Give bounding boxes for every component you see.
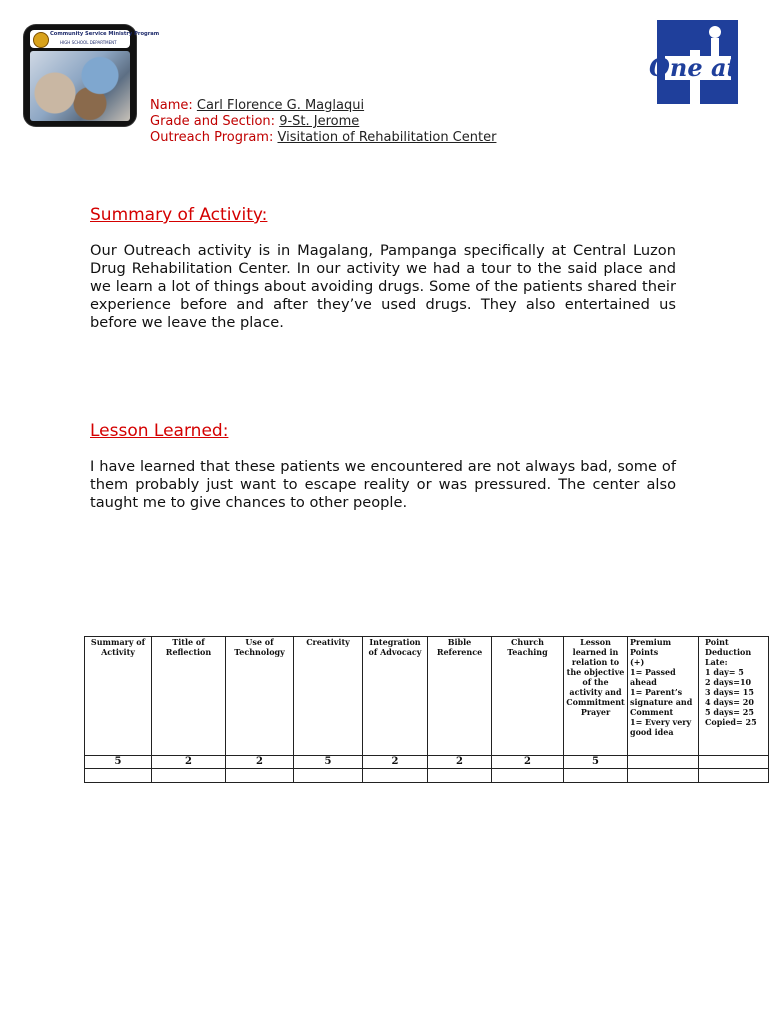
- lesson-heading: Lesson Learned:: [90, 421, 229, 441]
- rubric-header-cell: Bible Reference: [428, 637, 492, 756]
- rubric-score-cell: 2: [226, 756, 294, 769]
- logo-banner: [30, 30, 160, 48]
- rubric-score-cell: 2: [152, 756, 226, 769]
- community-service-logo: [24, 25, 160, 126]
- rubric-blank-cell: [152, 769, 226, 783]
- rubric-score-row: [85, 756, 769, 769]
- rubric-score-cell: 5: [564, 756, 628, 769]
- name-line: [150, 98, 364, 114]
- rubric-blank-cell: [363, 769, 428, 783]
- name-value: Carl Florence G. Maglaqui: [196, 98, 365, 113]
- rubric-score-cell: 2: [492, 756, 564, 769]
- name-label: Name:: [150, 98, 193, 113]
- rubric-header-cell: Integration of Advocacy: [363, 637, 428, 756]
- summary-heading: Summary of Activity:: [90, 205, 268, 225]
- rubric-score-cell: 5: [294, 756, 363, 769]
- rubric-header-cell: Church Teaching: [492, 637, 564, 756]
- rubric-blank-cell: [492, 769, 564, 783]
- rubric-blank-cell: [699, 769, 769, 783]
- rubric-header-cell: Lesson learned in relation to the objective of the activity and Commitment Prayer: [564, 637, 628, 756]
- rubric-header-cell: Title of Reflection: [152, 637, 226, 756]
- rubric-score-cell: [628, 756, 699, 769]
- one-at-logo-text: One at: [649, 53, 738, 82]
- rubric-blank-cell: [226, 769, 294, 783]
- lesson-body: I have learned that these patients we encountered are not always bad, some of them probably just want to escape reality or was pressured. The center also taught me to give chances to other people.: [90, 458, 676, 511]
- rubric-table: [84, 636, 769, 783]
- grade-label: Grade and Section:: [150, 114, 276, 129]
- program-value: Visitation of Rehabilitation Center: [277, 130, 497, 145]
- rubric-blank-cell: [294, 769, 363, 783]
- summary-body: Our Outreach activity is in Magalang, Pampanga specifically at Central Luzon Drug Rehabilitation Center. In our activity we had a tour to the said place and we learn a lot of things about avoiding drugs. Some of the patients shared their experience before and after they’ve used drugs. They also entertained us before we leave the place.: [90, 242, 676, 331]
- grade-value: 9-St. Jerome: [279, 114, 360, 129]
- logo-banner-title: Community Service Ministry Program: [50, 31, 160, 37]
- rubric-blank-cell: [564, 769, 628, 783]
- rubric-blank-cell: [85, 769, 152, 783]
- rubric-blank-row: [85, 769, 769, 783]
- rubric-header-row: [85, 637, 769, 756]
- rubric-score-cell: [699, 756, 769, 769]
- rubric-blank-cell: [428, 769, 492, 783]
- school-seal-icon: [33, 32, 49, 48]
- rubric-header-cell: Summary of Activity: [85, 637, 152, 756]
- rubric-header-cell: Creativity: [294, 637, 363, 756]
- rubric-header-cell: Point Deduction Late: 1 day= 5 2 days=10 3 days= 15 4 days= 20 5 days= 25 Copied= 25: [699, 637, 769, 756]
- rubric-score-cell: 2: [428, 756, 492, 769]
- grade-line: [150, 114, 359, 130]
- logo-banner-subtitle: HIGH SCHOOL DEPARTMENT: [60, 40, 117, 45]
- program-line: [150, 130, 496, 146]
- rubric-score-cell: 2: [363, 756, 428, 769]
- one-at-logo: [645, 18, 740, 106]
- rubric-blank-cell: [628, 769, 699, 783]
- rubric-header-cell: Premium Points (+) 1= Passed ahead 1= Parent’s signature and Comment 1= Every very good idea: [628, 637, 699, 756]
- photo-collage-image: [30, 51, 130, 121]
- rubric-header-cell: Use of Technology: [226, 637, 294, 756]
- rubric-score-cell: 5: [85, 756, 152, 769]
- program-label: Outreach Program:: [150, 130, 274, 145]
